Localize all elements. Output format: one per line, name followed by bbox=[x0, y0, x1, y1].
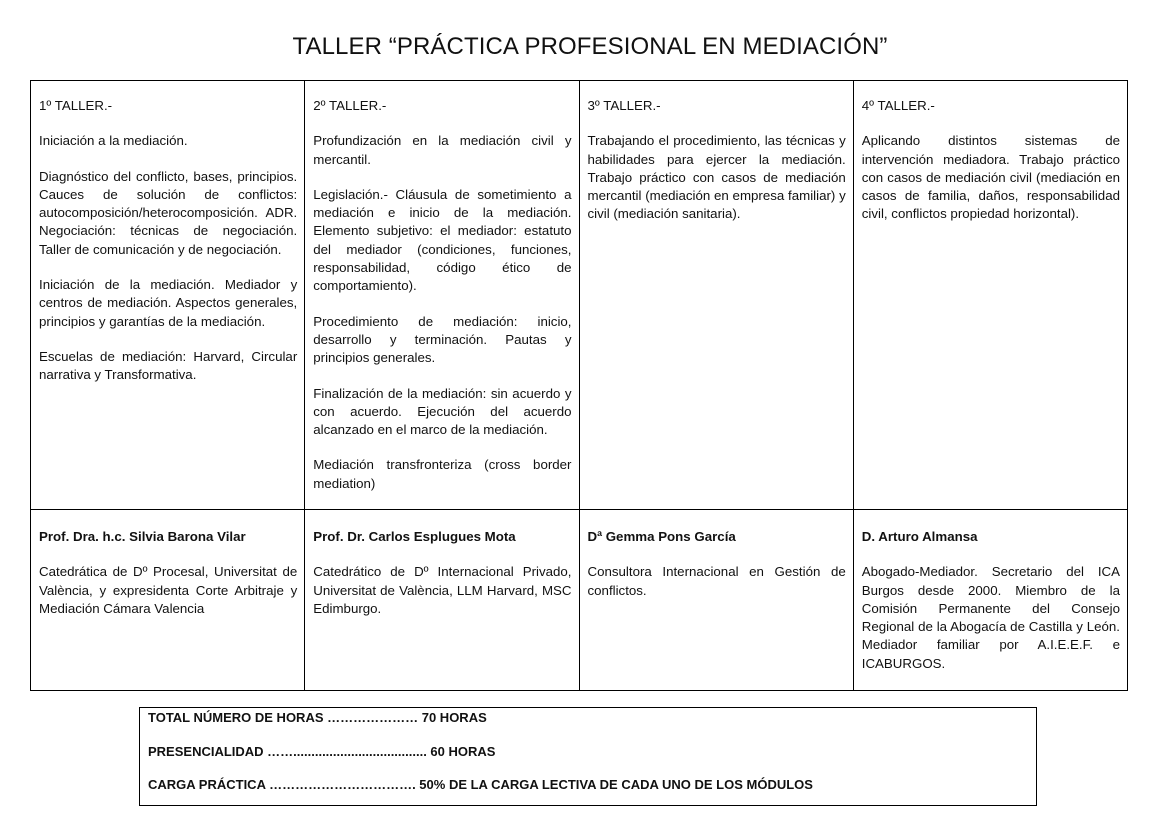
workshop-heading: 4º TALLER.- bbox=[861, 98, 935, 113]
professors-row bbox=[31, 510, 1128, 691]
total-hours-line: TOTAL NÚMERO DE HORAS ………………… 70 HORAS bbox=[148, 710, 487, 725]
professor-description: Catedrático de Dº Internacional Privado, Universitat de València, LLM Harvard, MSC Edimburgo. bbox=[313, 564, 572, 616]
workshop-heading: 3º TALLER.- bbox=[587, 98, 661, 113]
practical-load-line: CARGA PRÁCTICA ……………………………. 50% DE LA CARGA LECTIVA DE CADA UNO DE LOS MÓDULOS bbox=[148, 777, 813, 792]
professor-name: Dª Gemma Pons García bbox=[587, 529, 736, 544]
workshop-cell-2 bbox=[305, 81, 579, 510]
professor-cell-4 bbox=[853, 510, 1127, 691]
professor-cell-2 bbox=[305, 510, 579, 691]
workshops-row bbox=[31, 81, 1128, 510]
workshop-cell-4 bbox=[853, 81, 1127, 510]
workshop-heading: 1º TALLER.- bbox=[39, 98, 113, 113]
workshop-paragraph: Iniciación a la mediación. bbox=[39, 133, 188, 149]
workshop-paragraph: Escuelas de mediación: Harvard, Circular narrativa y Transformativa. bbox=[39, 348, 298, 383]
workshop-paragraph: Procedimiento de mediación: inicio, desarrollo y terminación. Pautas y principios generales. bbox=[313, 313, 572, 366]
professor-description: Catedrática de Dº Procesal, Universitat de València, y expresidenta Corte Arbitraje y Mediación Cámara Valencia bbox=[39, 564, 298, 616]
professor-name: D. Arturo Almansa bbox=[861, 529, 978, 544]
workshop-table bbox=[30, 80, 1128, 691]
presencial-hours-line: PRESENCIALIDAD ……..................................... 60 HORAS bbox=[148, 743, 496, 759]
workshop-cell-1 bbox=[31, 81, 305, 510]
professor-name: Prof. Dr. Carlos Esplugues Mota bbox=[313, 529, 516, 544]
workshop-paragraph: Profundización en la mediación civil y mercantil. bbox=[313, 133, 572, 167]
workshop-paragraph: Finalización de la mediación: sin acuerdo y con acuerdo. Ejecución del acuerdo alcanzado en el marco de la mediación. bbox=[313, 385, 572, 438]
workshop-paragraph: Aplicando distintos sistemas de intervención mediadora. Trabajo práctico con casos de mediación civil (mediación en casos de familia, daños, responsabilidad civil, conflictos propiedad horizontal). bbox=[861, 133, 1120, 222]
page-title: TALLER “PRÁCTICA PROFESIONAL EN MEDIACIÓN” bbox=[292, 33, 888, 60]
workshop-heading: 2º TALLER.- bbox=[313, 98, 387, 113]
professor-description: Consultora Internacional en Gestión de conflictos. bbox=[587, 564, 846, 598]
professor-cell-1 bbox=[31, 510, 305, 691]
workshop-cell-3 bbox=[579, 81, 853, 510]
professor-cell-3 bbox=[579, 510, 853, 691]
professor-name: Prof. Dra. h.c. Silvia Barona Vilar bbox=[39, 529, 246, 544]
professor-description: Abogado-Mediador. Secretario del ICA Burgos desde 2000. Miembro de la Comisión Permanente del Consejo Regional de la Abogacía de Castilla y León. Mediador familiar por A.I.E.E.F. e ICABURGOS. bbox=[861, 564, 1120, 671]
hours-summary-box bbox=[139, 707, 1037, 806]
workshop-paragraph: Trabajando el procedimiento, las técnicas y habilidades para ejercer la mediación. Trabajo práctico con casos de mediación mercantil (mediación en empresa familiar) y civil (mediación sanitaria). bbox=[587, 133, 846, 222]
workshop-paragraph: Iniciación de la mediación. Mediador y centros de mediación. Aspectos generales, principios y garantías de la mediación. bbox=[39, 277, 298, 329]
workshop-paragraph: Legislación.- Cláusula de sometimiento a mediación e inicio de la mediación. Elemento subjetivo: el mediador: estatuto del mediador (condiciones, funciones, responsabilidad, código ético de comportamiento). bbox=[313, 186, 572, 294]
workshop-paragraph: Diagnóstico del conflicto, bases, principios. Cauces de solución de conflictos: autocomposición/heterocomposición. ADR. Negociación: técnicas de negociación. Taller de comunicación y de negociación. bbox=[39, 168, 298, 257]
workshop-paragraph: Mediación transfronteriza (cross border mediation) bbox=[313, 457, 572, 491]
